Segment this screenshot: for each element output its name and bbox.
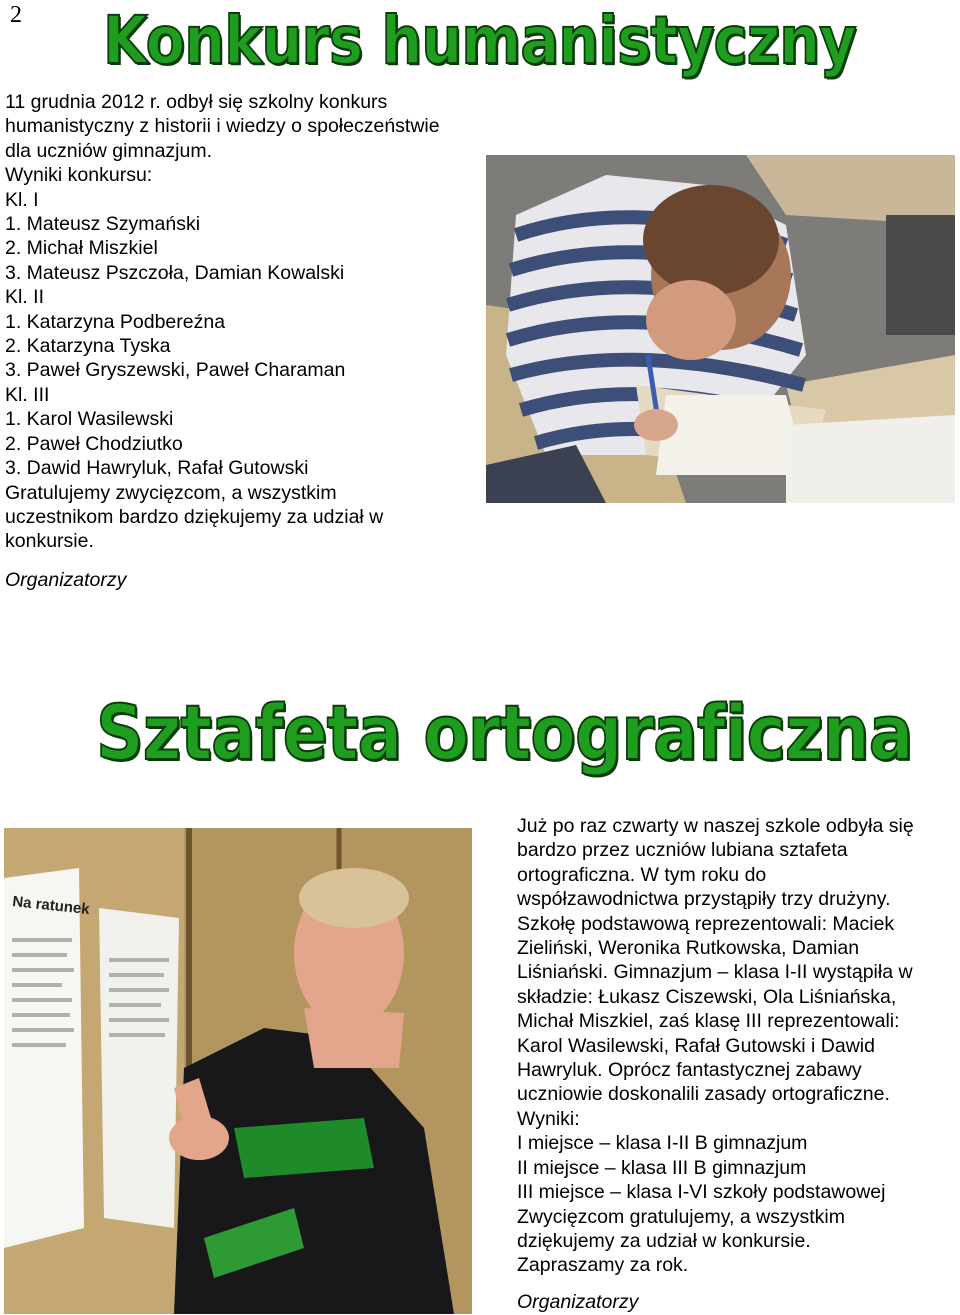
article1-body xyxy=(5,90,440,554)
article1-line: Kl. I xyxy=(5,188,39,211)
article1-line: 3. Paweł Gryszewski, Paweł Charaman xyxy=(5,359,346,382)
photo-student-writing xyxy=(486,155,955,503)
article2-line: Zieliński, Weronika Rutkowska, Damian xyxy=(517,937,860,960)
article2-line: dziękujemy za udział w konkursie. xyxy=(517,1229,811,1252)
article2-line: ortograficzna. W tym roku do xyxy=(517,863,767,886)
article1-line: 1. Mateusz Szymański xyxy=(5,213,201,236)
article2-line: Michał Miszkiel, zaś klasę III reprezentowali: xyxy=(517,1010,900,1033)
article2-line: III miejsce – klasa I-VI szkoły podstawowej xyxy=(517,1181,886,1204)
article2-line: Zapraszamy za rok. xyxy=(517,1254,689,1277)
photo-student-reading-poster xyxy=(4,828,472,1314)
article1-line: Wyniki konkursu: xyxy=(5,164,153,187)
article1-line: 11 grudnia 2012 r. odbył się szkolny konkurs xyxy=(5,91,388,113)
article1-line: Kl. II xyxy=(5,286,45,309)
article2-line: Liśniański. Gimnazjum – klasa I-II wystąpiła w xyxy=(517,961,913,984)
article2-line: składzie: Łukasz Ciszewski, Ola Liśniańska, xyxy=(517,985,897,1008)
article2-line: bardzo przez uczniów lubiana sztafeta xyxy=(517,839,848,862)
article1-line: Gratulujemy zwycięzcom, a wszystkim xyxy=(5,481,337,504)
article1-line: 1. Katarzyna Podbereźna xyxy=(5,310,226,333)
article2-body xyxy=(517,814,914,1278)
article1-line: dla uczniów gimnazjum. xyxy=(5,139,213,162)
article1-line: 2. Michał Miszkiel xyxy=(5,237,158,260)
article2-line: I miejsce – klasa I-II B gimnazjum xyxy=(517,1132,808,1155)
article1-line: 2. Paweł Chodziutko xyxy=(5,432,183,455)
article1-line: uczestnikom bardzo dziękujemy za udział w xyxy=(5,505,384,528)
article2-line: Szkołę podstawową reprezentowali: Maciek xyxy=(517,912,895,935)
article1-line: 1. Karol Wasilewski xyxy=(5,408,174,431)
article2-line: Wyniki: xyxy=(517,1107,580,1130)
article1-line: humanistyczny z historii i wiedzy o społeczeństwie xyxy=(5,115,440,138)
headline-sztafeta: Sztafeta ortograficzna xyxy=(96,688,913,777)
article1-line: Kl. III xyxy=(5,383,50,406)
article2-signature: Organizatorzy xyxy=(517,1291,639,1313)
page-number: 2 xyxy=(10,2,22,28)
article1-line: 3. Dawid Hawryluk, Rafał Gutowski xyxy=(5,457,309,480)
article2-line: Hawryluk. Oprócz fantastycznej zabawy xyxy=(517,1059,862,1082)
article1-line: konkursie. xyxy=(5,530,94,553)
article1-signature: Organizatorzy xyxy=(5,569,127,591)
article2-line: współzawodnictwa przystąpiły trzy drużyny. xyxy=(517,888,891,911)
headline-konkurs: Konkurs humanistyczny xyxy=(103,2,856,79)
article1-line: 2. Katarzyna Tyska xyxy=(5,335,171,358)
poster-heading: Na ratunek xyxy=(11,893,91,919)
article2-line: Już po raz czwarty w naszej szkole odbyła się xyxy=(517,815,914,837)
article2-line: uczniowie doskonalili zasady ortograficzne. xyxy=(517,1083,890,1106)
article2-line: Karol Wasilewski, Rafał Gutowski i Dawid xyxy=(517,1034,875,1057)
article2-line: Zwycięzcom gratulujemy, a wszystkim xyxy=(517,1205,845,1228)
article1-line: 3. Mateusz Pszczoła, Damian Kowalski xyxy=(5,261,345,284)
article2-line: II miejsce – klasa III B gimnazjum xyxy=(517,1156,807,1179)
